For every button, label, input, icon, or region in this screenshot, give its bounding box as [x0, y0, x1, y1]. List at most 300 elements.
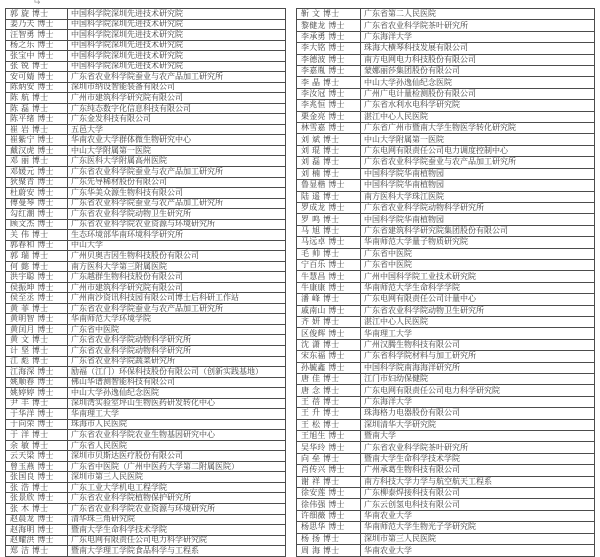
table-row: [297, 351, 595, 362]
name-cell: 刘 琨 博士: [297, 145, 361, 156]
table-row: [297, 9, 595, 20]
table-row: [6, 451, 286, 462]
table-row: [297, 488, 595, 499]
table-row: [297, 533, 595, 544]
affiliation-cell: 中国科学院深圳先进技术研究院: [68, 40, 286, 51]
table-row: [6, 251, 286, 262]
affiliation-cell: 中国科学院深圳先进技术研究院: [68, 30, 286, 41]
table-row: [6, 198, 286, 209]
affiliation-cell: 中山大学附属第一医院: [68, 145, 286, 156]
name-cell: 关 伟 博士: [6, 230, 68, 241]
table-row: [297, 305, 595, 316]
name-cell: 黄明智 博士: [6, 314, 68, 325]
name-cell: 宋东福 博士: [297, 351, 361, 362]
name-cell: 姜乃夫 博士: [6, 19, 68, 30]
name-cell: 郭 旋 博士: [6, 9, 68, 20]
name-cell: 罗成龙 博士: [297, 202, 361, 213]
affiliation-cell: 广东省农业科学院植物保护研究所: [68, 493, 286, 504]
table-row: [297, 453, 595, 464]
affiliation-cell: 广东省中医院（广州中医药大学第二附属医院）: [68, 461, 286, 472]
name-cell: 郭 瑞 博士: [6, 251, 68, 262]
affiliation-cell: 华南师范大学量子物质研究院: [361, 237, 595, 248]
name-cell: 潘 峰 博士: [297, 294, 361, 305]
name-cell: 李承勇 博士: [297, 31, 361, 42]
name-cell: 黄 菲 博士: [6, 303, 68, 314]
affiliation-cell: 广东先导稀材股份有限公司: [68, 177, 286, 188]
affiliation-cell: 华南理工大学: [68, 409, 286, 420]
affiliation-cell: 广东省农业科学院蚕业与农产品加工研究所: [68, 303, 286, 314]
table-row: [297, 510, 595, 521]
table-row: [6, 166, 286, 177]
name-cell: 杨 扬 博士: [297, 533, 361, 544]
name-cell: 计 坚 博士: [6, 346, 68, 357]
table-row: [6, 19, 286, 30]
affiliation-cell: 广东电网有限责任公司电力科学研究院: [361, 385, 595, 396]
table-row: [6, 40, 286, 51]
affiliation-cell: 华南农业大学: [361, 545, 595, 557]
name-cell: 孙毓鑫 博士: [297, 362, 361, 373]
table-row: [297, 408, 595, 419]
table-row: [6, 188, 286, 199]
name-cell: 沈 潇 博士: [297, 339, 361, 350]
table-row: [6, 398, 286, 409]
name-cell: 崔 岩 博士: [6, 124, 68, 135]
name-cell: 于 洋 博士: [6, 430, 68, 441]
name-cell: 傅曼琴 博士: [6, 198, 68, 209]
affiliation-cell: 华南师范大学生命科学学院: [361, 282, 595, 293]
table-row: [6, 430, 286, 441]
name-cell: 黎健龙 博士: [297, 20, 361, 31]
affiliation-cell: 广东省农业科学院动物卫生研究所: [68, 209, 286, 220]
affiliation-cell: 湛江中心人民医院: [361, 316, 595, 327]
affiliation-cell: 清华珠三角研究院: [68, 514, 286, 525]
name-cell: 王 升 博士: [297, 408, 361, 419]
affiliation-cell: 珠海格力电器股份有限公司: [361, 408, 595, 419]
name-cell: 向 垒 博士: [297, 453, 361, 464]
affiliation-cell: 广东省科学院材料与加工研究所: [361, 351, 595, 362]
name-cell: 王 松 博士: [297, 419, 361, 430]
affiliation-cell: 深圳市第三人民医院: [361, 533, 595, 544]
table-row: [6, 303, 286, 314]
name-cell: 张宝中 博士: [6, 51, 68, 62]
phd-roster-table-left: [5, 8, 286, 557]
name-cell: 栗金亮 博士: [297, 111, 361, 122]
table-row: [6, 177, 286, 188]
table-row: [6, 525, 286, 536]
name-cell: 李 晶 博士: [297, 77, 361, 88]
affiliation-cell: 深圳市纳设智能装备有限公司: [68, 82, 286, 93]
table-row: [297, 282, 595, 293]
affiliation-cell: 广东省农业科学院农业资源与环境研究所: [68, 503, 286, 514]
affiliation-cell: 深圳市第三人民医院: [68, 472, 286, 483]
affiliation-cell: 深圳市贝斯达医疗股份有限公司: [68, 451, 286, 462]
name-cell: 戚南山 博士: [297, 305, 361, 316]
name-cell: 牛慧昌 博士: [297, 271, 361, 282]
name-cell: 谢 祥 博士: [297, 476, 361, 487]
name-cell: 李嘉胤 博士: [297, 66, 361, 77]
table-row: [6, 546, 286, 557]
affiliation-cell: 广州市建筑科学研究院有限公司: [68, 282, 286, 293]
affiliation-cell: 江门市妇幼保健院: [361, 374, 595, 385]
name-cell: 何 懿 博士: [6, 261, 68, 272]
affiliation-cell: 南方科技大学力学与航空航天工程系: [361, 476, 595, 487]
name-cell: 刘 楠 博士: [297, 168, 361, 179]
name-cell: 周 海 博士: [297, 545, 361, 557]
table-row: [297, 476, 595, 487]
table-row: [297, 442, 595, 453]
name-cell: 黄 文 博士: [6, 335, 68, 346]
name-cell: 邓媛元 博士: [6, 166, 68, 177]
table-row: [297, 54, 595, 65]
table-row: [6, 9, 286, 20]
name-cell: 洪宇聪 博士: [6, 272, 68, 283]
affiliation-cell: 中山大学附属第一医院: [361, 134, 595, 145]
table-row: [297, 157, 595, 168]
affiliation-cell: 中国科学院深圳先进技术研究院: [68, 61, 286, 72]
table-row: [297, 31, 595, 42]
table-row: [297, 522, 595, 533]
name-cell: 余 敏 博士: [6, 440, 68, 451]
affiliation-cell: 广东柳泰焊接科技有限公司: [361, 488, 595, 499]
affiliation-cell: 广东电网有限责任公司电力调度控制中心: [361, 145, 595, 156]
table-row: [6, 377, 286, 388]
affiliation-cell: 广东省农业科学院动物科学研究所: [361, 202, 595, 213]
table-row: [6, 388, 286, 399]
table-row: [6, 409, 286, 420]
affiliation-cell: 中国科学院华南植物园: [361, 168, 595, 179]
affiliation-cell: 广东省农业科学院茶叶研究所: [361, 442, 595, 453]
name-cell: 张 锐 博士: [6, 61, 68, 72]
table-row: [297, 123, 595, 134]
table-row: [297, 396, 595, 407]
affiliation-cell: 广东省农业科学院动物卫生研究所: [361, 305, 595, 316]
name-cell: 黄闰月 博士: [6, 324, 68, 335]
left-table-body: [6, 9, 286, 557]
affiliation-cell: 中山大学: [68, 240, 286, 251]
affiliation-cell: 广东电网有限责任公司电力科学研究院: [68, 535, 286, 546]
table-row: [297, 294, 595, 305]
right-table-body: [297, 9, 595, 557]
affiliation-cell: 广东省中医院: [361, 259, 595, 270]
table-row: [6, 145, 286, 156]
affiliation-cell: 广东省水利水电科学研究院: [361, 100, 595, 111]
name-cell: 吴华玲 博士: [297, 442, 361, 453]
affiliation-cell: 广州市建筑科学研究院有限公司: [68, 93, 286, 104]
name-cell: 邓 丽 博士: [6, 156, 68, 167]
affiliation-cell: 中国科学院深圳先进技术研究院: [68, 51, 286, 62]
name-cell: 李兆恒 博士: [297, 100, 361, 111]
name-cell: 宁百乐 博士: [297, 259, 361, 270]
affiliation-cell: 南方医科大学第三附属医院: [68, 261, 286, 272]
affiliation-cell: 湛江中心人民医院: [361, 111, 595, 122]
affiliation-cell: 广东省农业科学院蚕业与农产品加工研究所: [68, 198, 286, 209]
affiliation-cell: 广州南沙资讯科技园有限公司博士后科研工作站: [68, 293, 286, 304]
affiliation-cell: 中国科学院南海海洋研究所: [361, 362, 595, 373]
affiliation-cell: 广州汉腾生物科技有限公司: [361, 339, 595, 350]
table-row: [6, 346, 286, 357]
table-row: [297, 465, 595, 476]
name-cell: 王 蓓 博士: [297, 396, 361, 407]
table-row: [297, 134, 595, 145]
affiliation-cell: 广东省农业科学院蔬菜研究所: [68, 356, 286, 367]
name-cell: 于华洋 博士: [6, 409, 68, 420]
table-row: [6, 335, 286, 346]
affiliation-cell: 华南师范大学环境学院: [68, 314, 286, 325]
table-row: [6, 93, 286, 104]
table-row: [297, 259, 595, 270]
name-cell: 唐 佳 博士: [297, 374, 361, 385]
name-cell: 侯至丞 博士: [6, 293, 68, 304]
affiliation-cell: 广州中国科学院工业技术研究院: [361, 271, 595, 282]
name-cell: 张景欣 博士: [6, 493, 68, 504]
name-cell: 云天梁 博士: [6, 451, 68, 462]
table-row: [6, 419, 286, 430]
paragraph-mark: ↵: [33, 0, 41, 8]
name-cell: 张国良 博士: [6, 472, 68, 483]
affiliation-cell: 广东省农业科学院动物科学研究所: [68, 335, 286, 346]
table-row: [6, 240, 286, 251]
table-row: [297, 66, 595, 77]
name-cell: 肖传兴 博士: [297, 465, 361, 476]
name-cell: 姚顺春 博士: [6, 377, 68, 388]
table-row: [297, 328, 595, 339]
affiliation-cell: 广东省建筑科学研究院集团股份有限公司: [361, 225, 595, 236]
table-row: [6, 219, 286, 230]
affiliation-cell: 生态环境部华南环境科学研究所: [68, 230, 286, 241]
name-cell: 毛 帅 博士: [297, 248, 361, 259]
table-row: [297, 225, 595, 236]
name-cell: 徐安莲 博士: [297, 488, 361, 499]
table-row: [297, 248, 595, 259]
table-row: [297, 545, 595, 557]
affiliation-cell: 蒙娜丽莎集团股份有限公司: [361, 66, 595, 77]
table-row: [297, 20, 595, 31]
name-cell: 刘 磊 博士: [297, 157, 361, 168]
table-row: [297, 43, 595, 54]
affiliation-cell: 广东海洋大学: [361, 31, 595, 42]
name-cell: 张 木 博士: [6, 503, 68, 514]
table-row: [297, 271, 595, 282]
name-cell: 唐 念 博士: [297, 385, 361, 396]
table-row: [6, 293, 286, 304]
name-cell: 陈炳安 博士: [6, 82, 68, 93]
table-row: [297, 77, 595, 88]
table-row: [297, 100, 595, 111]
table-row: [6, 51, 286, 62]
table-row: [297, 214, 595, 225]
table-row: [6, 440, 286, 451]
affiliation-cell: 中山大学孙逸仙纪念医院: [361, 77, 595, 88]
affiliation-cell: 广州贝奥吉因生物科技股份有限公司: [68, 251, 286, 262]
name-cell: 杨之乐 博士: [6, 40, 68, 51]
name-cell: 李大铭 博士: [297, 43, 361, 54]
name-cell: 狄聚青 博士: [6, 177, 68, 188]
table-row: [6, 367, 286, 378]
affiliation-cell: 广东省农业科学院动物科学研究所: [68, 346, 286, 357]
table-row: [6, 272, 286, 283]
affiliation-cell: 华南理工大学: [361, 328, 595, 339]
name-cell: 赵耀洪 博士: [6, 535, 68, 546]
name-cell: 曾玉燕 博士: [6, 461, 68, 472]
table-row: [297, 168, 595, 179]
affiliation-cell: 广东云创氢电科技有限公司: [361, 499, 595, 510]
table-row: [6, 324, 286, 335]
affiliation-cell: 广东电网有限责任公司计量中心: [361, 294, 595, 305]
name-cell: 郭春和 博士: [6, 240, 68, 251]
table-row: [297, 419, 595, 430]
table-row: [6, 156, 286, 167]
phd-roster-table-right: [296, 8, 595, 557]
affiliation-cell: 中国科学院华南植物园: [361, 180, 595, 191]
affiliation-cell: 广东省广州市暨南大学生物医学转化研究院: [361, 123, 595, 134]
name-cell: 马远卓 博士: [297, 237, 361, 248]
name-cell: 靳 文 博士: [297, 9, 361, 20]
affiliation-cell: 中国科学院深圳先进技术研究院: [68, 19, 286, 30]
affiliation-cell: 广东省人民医院: [68, 440, 286, 451]
table-row: [297, 339, 595, 350]
affiliation-cell: 华南师范大学生物光子学研究院: [361, 522, 595, 533]
table-row: [6, 135, 286, 146]
table-row: [297, 180, 595, 191]
table-row: [297, 202, 595, 213]
affiliation-cell: 广州广电计量检测股份有限公司: [361, 88, 595, 99]
name-cell: 赵晨龙 博士: [6, 514, 68, 525]
table-row: [297, 362, 595, 373]
affiliation-cell: 南方电网电力科技股份有限公司: [361, 54, 595, 65]
table-row: [6, 535, 286, 546]
name-cell: 刘 斌 博士: [297, 134, 361, 145]
name-cell: 张 浩 博士: [6, 482, 68, 493]
name-cell: 戴汉虎 博士: [6, 145, 68, 156]
affiliation-cell: 珠海大横琴科技发展有限公司: [361, 43, 595, 54]
name-cell: 牛康康 博士: [297, 282, 361, 293]
table-row: [6, 103, 286, 114]
name-cell: 顾文杰 博士: [6, 219, 68, 230]
affiliation-cell: 深圳湾实验室坪山生物医药研发转化中心: [68, 398, 286, 409]
table-row: [6, 261, 286, 272]
affiliation-cell: 中国科学院华南植物园: [361, 214, 595, 225]
affiliation-cell: 中山大学孙逸仙纪念医院: [68, 388, 286, 399]
name-cell: 杨思华 博士: [297, 522, 361, 533]
table-row: [6, 282, 286, 293]
affiliation-cell: 广东省农业科学院茶叶研究所: [361, 20, 595, 31]
name-cell: 江海深 博士: [6, 367, 68, 378]
name-cell: 陈平绪 博士: [6, 114, 68, 125]
table-row: [6, 472, 286, 483]
name-cell: 区俊辉 博士: [297, 328, 361, 339]
table-row: [6, 461, 286, 472]
affiliation-cell: 广东越群生物科技股份有限公司: [68, 272, 286, 283]
table-row: [6, 30, 286, 41]
table-row: [297, 145, 595, 156]
affiliation-cell: 广东金发科技有限公司: [68, 114, 286, 125]
affiliation-cell: 广东省农业科学院蚕业与农产品加工研究所: [68, 72, 286, 83]
affiliation-cell: 华南农业大学群体微生物研究中心: [68, 135, 286, 146]
name-cell: 齐 妍 博士: [297, 316, 361, 327]
table-row: [6, 72, 286, 83]
affiliation-cell: 广东省农业科学院蚕业与农产品加工研究所: [68, 166, 286, 177]
name-cell: 许细薇 博士: [297, 510, 361, 521]
affiliation-cell: 广东省农业科学院农业生物基因研究中心: [68, 430, 286, 441]
name-cell: 罗 鸣 博士: [297, 214, 361, 225]
name-cell: 侯振坤 博士: [6, 282, 68, 293]
table-row: [6, 124, 286, 135]
name-cell: 崔紫宁 博士: [6, 135, 68, 146]
table-row: [6, 61, 286, 72]
name-cell: 江 彪 博士: [6, 356, 68, 367]
affiliation-cell: 广东省农业科学院蚕业与农产品加工研究所: [361, 157, 595, 168]
table-row: [6, 482, 286, 493]
table-row: [6, 514, 286, 525]
name-cell: 赵海明 博士: [6, 525, 68, 536]
table-row: [297, 191, 595, 202]
affiliation-cell: 佛山华谱测智能科技有限公司: [68, 377, 286, 388]
affiliation-cell: 南方医科大学珠江医院: [361, 191, 595, 202]
affiliation-cell: 广东工业大学机电工程学院: [68, 482, 286, 493]
affiliation-cell: 暨南大学理工学院食品科学与工程系: [68, 546, 286, 557]
table-row: [297, 111, 595, 122]
name-cell: 于向荣 博士: [6, 419, 68, 430]
affiliation-cell: 广东纯态数字化信息科技有限公司: [68, 103, 286, 114]
table-row: [6, 314, 286, 325]
table-row: [6, 82, 286, 93]
affiliation-cell: 暨南大学生命科学技术学院: [361, 453, 595, 464]
name-cell: 王旭生 博士: [297, 431, 361, 442]
table-row: [297, 316, 595, 327]
affiliation-cell: 广东省中医院: [361, 248, 595, 259]
table-row: [297, 88, 595, 99]
table-row: [6, 209, 286, 220]
table-row: [6, 493, 286, 504]
table-row: [297, 237, 595, 248]
name-cell: 郑 洁 博士: [6, 546, 68, 557]
name-cell: 汪智勇 博士: [6, 30, 68, 41]
affiliation-cell: 珠海市人民医院: [68, 419, 286, 430]
affiliation-cell: 广东华美众源生物科技有限公司: [68, 188, 286, 199]
name-cell: 徐伟强 博士: [297, 499, 361, 510]
name-cell: 李汝冠 博士: [297, 88, 361, 99]
affiliation-cell: 中国科学院深圳先进技术研究院: [68, 9, 286, 20]
name-cell: 李德波 博士: [297, 54, 361, 65]
table-row: [6, 503, 286, 514]
affiliation-cell: 广州承葛生物科技有限公司: [361, 465, 595, 476]
affiliation-cell: 励福（江门）环保科技股份有限公司（创新实践基地）: [68, 367, 286, 378]
affiliation-cell: 暨南大学生命科学技术学院: [68, 525, 286, 536]
name-cell: 姚婷婷 博士: [6, 388, 68, 399]
affiliation-cell: 深圳清华大学研究院: [361, 419, 595, 430]
name-cell: 安可婧 博士: [6, 72, 68, 83]
name-cell: 陈 磊 博士: [6, 103, 68, 114]
name-cell: 鲁显楷 博士: [297, 180, 361, 191]
name-cell: 陈 航 博士: [6, 93, 68, 104]
name-cell: 勾红潮 博士: [6, 209, 68, 220]
name-cell: 陆 遥 博士: [297, 191, 361, 202]
affiliation-cell: 华南农业大学: [361, 510, 595, 521]
affiliation-cell: 广东医科大学附属高州医院: [68, 156, 286, 167]
table-row: [6, 356, 286, 367]
name-cell: 尹 丰 博士: [6, 398, 68, 409]
table-row: [297, 499, 595, 510]
name-cell: 林雪嘉 博士: [297, 123, 361, 134]
name-cell: 杜蔚安 博士: [6, 188, 68, 199]
table-row: [6, 114, 286, 125]
table-row: [6, 230, 286, 241]
table-row: [297, 374, 595, 385]
affiliation-cell: 五邑大学: [68, 124, 286, 135]
affiliation-cell: 暨南大学: [361, 431, 595, 442]
affiliation-cell: 广东省中医院: [68, 324, 286, 335]
affiliation-cell: 广东省农业科学院农业资源与环境研究所: [68, 219, 286, 230]
